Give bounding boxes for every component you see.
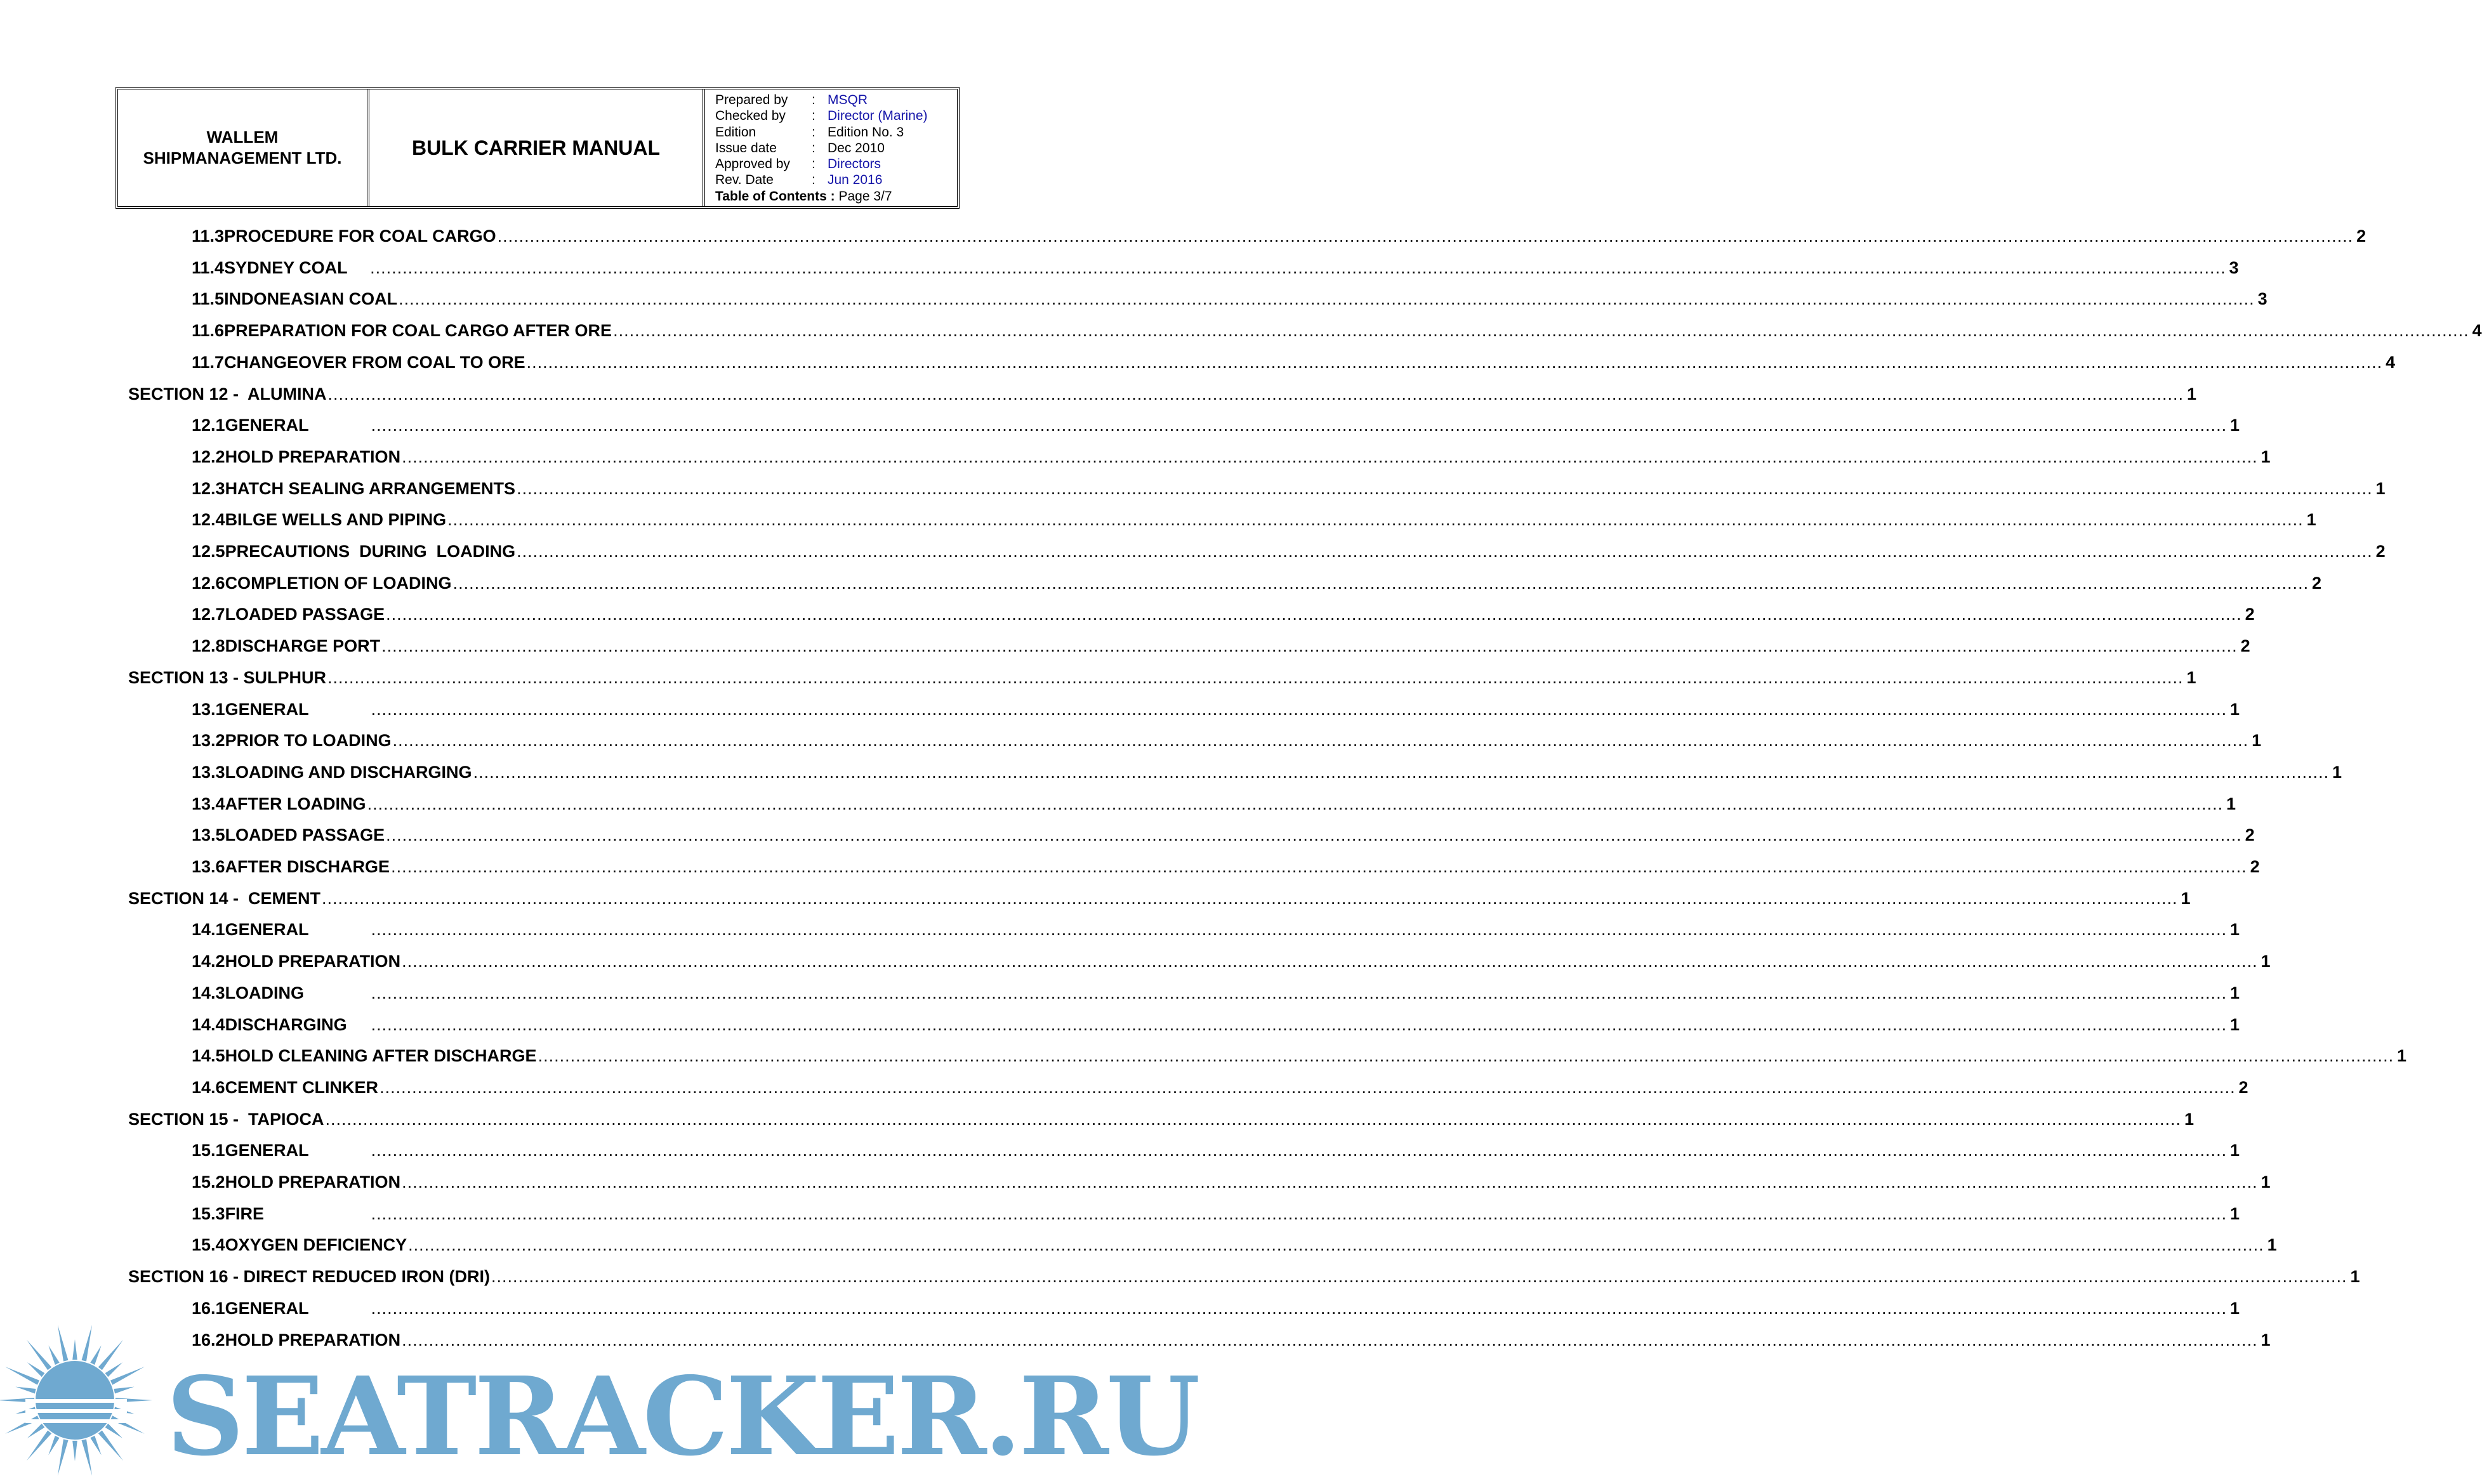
toc-subsection-entry[interactable]: [192, 603, 2255, 624]
toc-page-number: 1: [2261, 1330, 2271, 1349]
toc-dot-leader: [380, 1078, 2236, 1098]
meta-value: Edition No. 3: [828, 124, 904, 140]
toc-dot-leader: [613, 321, 2469, 341]
toc-entry-title: DISCHARGE PORT: [225, 636, 381, 655]
toc-entry-title: OXYGEN DEFICIENCY: [225, 1235, 407, 1254]
meta-value: MSQR: [828, 93, 868, 107]
meta-colon: :: [812, 108, 815, 124]
toc-subsection-entry[interactable]: [192, 508, 2316, 530]
toc-entry-title: SECTION 15 - TAPIOCA: [128, 1110, 324, 1129]
toc-entry-title: CHANGEOVER FROM COAL TO ORE: [224, 353, 525, 372]
meta-label: Prepared by: [715, 93, 788, 107]
toc-entry-number: 16.1: [192, 1299, 225, 1318]
toc-entry-title: GENERAL: [225, 416, 309, 435]
toc-entry-title: HOLD PREPARATION: [225, 447, 401, 466]
sun-ray: [82, 1439, 93, 1476]
toc-entry-title: FIRE: [225, 1204, 265, 1223]
toc-dot-leader: [328, 384, 2184, 404]
toc-page-number: 1: [2397, 1046, 2407, 1065]
toc-entry-title: AFTER LOADING: [225, 794, 366, 813]
toc-page-number: 4: [2386, 353, 2396, 372]
toc-subsection-entry[interactable]: [192, 287, 2267, 309]
toc-entry-number: 12.5: [192, 542, 225, 561]
toc-entry-title: HOLD PREPARATION: [225, 952, 401, 971]
toc-entry-number: 11.4: [192, 258, 225, 277]
toc-dot-leader: [393, 731, 2249, 751]
contents-page-info: [715, 188, 957, 204]
toc-page-number: 1: [2230, 416, 2240, 435]
sun-ray: [15, 1387, 36, 1394]
sun-ray: [72, 1441, 77, 1461]
toc-subsection-entry[interactable]: [192, 1076, 2248, 1098]
toc-subsection-entry[interactable]: [192, 1297, 2240, 1318]
sun-ray: [105, 1362, 123, 1377]
toc-subsection-entry[interactable]: [192, 792, 2236, 814]
toc-page-number: 1: [2226, 794, 2236, 813]
toc-entry-number: 13.2: [192, 731, 225, 750]
toc-page-number: 1: [2184, 1110, 2195, 1129]
toc-dot-leader: [327, 668, 2184, 688]
toc-entry-number: 13.4: [192, 794, 225, 813]
toc-page-number: 1: [2375, 479, 2386, 498]
meta-label: Edition: [715, 124, 756, 140]
toc-page-number: 1: [2261, 952, 2271, 971]
document-header: [116, 87, 960, 209]
toc-entry-title: LOADING AND DISCHARGING: [225, 763, 472, 782]
toc-entry-number: 12.8: [192, 636, 225, 655]
toc-page-number: 1: [2230, 1015, 2240, 1034]
toc-dot-leader: [473, 763, 2330, 782]
toc-dot-leader: [498, 227, 2354, 246]
toc-page-number: 1: [2187, 384, 2197, 404]
toc-page-number: 2: [2375, 542, 2386, 561]
sun-ray: [90, 1436, 101, 1455]
toc-dot-leader: [370, 258, 2226, 278]
toc-page-number: 2: [2356, 227, 2366, 246]
toc-entry-title: HOLD PREPARATION: [225, 1172, 401, 1192]
toc-entry-number: 15.1: [192, 1141, 225, 1160]
toc-entry-number: 14.1: [192, 920, 225, 939]
toc-subsection-entry[interactable]: [192, 445, 2271, 467]
toc-entry-title: COMPLETION OF LOADING: [225, 574, 452, 593]
toc-entry-number: 14.2: [192, 952, 225, 971]
toc-section-entry[interactable]: [128, 666, 2196, 688]
sun-ray: [72, 1339, 77, 1360]
toc-subsection-entry[interactable]: [192, 1171, 2271, 1192]
toc-section-entry[interactable]: [128, 383, 2197, 404]
toc-subsection-entry[interactable]: [192, 225, 2366, 246]
sun-ray: [58, 1439, 69, 1476]
toc-entry-number: 11.5: [192, 289, 225, 308]
toc-entry-number: 13.6: [192, 857, 225, 876]
manual-title: BULK CARRIER MANUAL: [369, 89, 705, 206]
sun-ray: [114, 1387, 134, 1394]
sun-ray: [27, 1424, 45, 1438]
toc-entry-title: BILGE WELLS AND PIPING: [225, 510, 447, 529]
sun-ray: [98, 1431, 123, 1461]
toc-dot-leader: [371, 416, 2228, 435]
toc-subsection-entry[interactable]: [192, 572, 2322, 593]
meta-colon: :: [812, 93, 815, 107]
toc-subsection-entry[interactable]: [192, 319, 2482, 341]
meta-value: Jun 2016: [828, 173, 883, 188]
toc-dot-leader: [517, 479, 2373, 499]
toc-entry-number: 15.4: [192, 1235, 225, 1254]
toc-entry-title: SECTION 16 - DIRECT REDUCED IRON (DRI): [128, 1267, 491, 1286]
toc-dot-leader: [371, 1015, 2228, 1035]
toc-dot-leader: [491, 1267, 2347, 1287]
toc-page-number: 1: [2267, 1235, 2277, 1254]
toc-page-number: 2: [2240, 636, 2250, 655]
toc-dot-leader: [326, 1110, 2182, 1129]
toc-entry-number: 14.3: [192, 983, 225, 1002]
toc-entry-number: 13.5: [192, 825, 225, 844]
toc-entry-number: 15.3: [192, 1204, 225, 1223]
toc-entry-title: PREPARATION FOR COAL CARGO AFTER ORE: [224, 321, 612, 340]
toc-entry-number: 14.4: [192, 1015, 225, 1034]
toc-page-number: 1: [2261, 447, 2271, 466]
sun-ray: [105, 1424, 123, 1438]
toc-entry-number: 13.3: [192, 763, 225, 782]
toc-entry-number: 12.1: [192, 416, 225, 435]
toc-entry-number: 13.1: [192, 700, 225, 719]
toc-dot-leader: [402, 447, 2258, 467]
toc-entry-number: 12.7: [192, 605, 225, 624]
toc-page-number: 3: [2229, 258, 2239, 277]
toc-entry-number: 16.2: [192, 1330, 225, 1349]
meta-value: Dec 2010: [828, 140, 885, 155]
toc-subsection-entry[interactable]: [192, 351, 2396, 372]
toc-page-number: 1: [2252, 731, 2262, 750]
toc-entry-number: 14.6: [192, 1078, 225, 1097]
contents-page: Page 3/7: [838, 188, 892, 204]
meta-row: [715, 124, 957, 140]
toc-dot-leader: [381, 636, 2238, 656]
meta-label: Approved by: [715, 157, 790, 172]
toc-subsection-entry[interactable]: [192, 477, 2386, 499]
toc-subsection-entry[interactable]: [192, 729, 2262, 751]
toc-page-number: 1: [2186, 668, 2196, 687]
toc-entry-title: HOLD CLEANING AFTER DISCHARGE: [225, 1046, 537, 1065]
toc-dot-leader: [386, 605, 2242, 624]
toc-entry-title: AFTER DISCHARGE: [225, 857, 390, 876]
toc-dot-leader: [322, 889, 2178, 909]
toc-dot-leader: [408, 1235, 2264, 1255]
toc-dot-leader: [402, 952, 2258, 971]
toc-page-number: 2: [2312, 574, 2322, 593]
toc-entry-title: SYDNEY COAL: [224, 258, 348, 277]
meta-colon: :: [812, 173, 815, 188]
toc-page-number: 1: [2230, 700, 2240, 719]
sun-ray: [27, 1431, 51, 1461]
toc-subsection-entry[interactable]: [192, 256, 2239, 278]
meta-colon: :: [812, 124, 815, 140]
meta-row: [715, 140, 957, 156]
toc-entry-title: HOLD PREPARATION: [225, 1330, 401, 1349]
sun-ray: [27, 1340, 51, 1370]
toc-entry-number: 15.2: [192, 1172, 225, 1192]
toc-dot-leader: [371, 1204, 2228, 1224]
sun-ray: [110, 1415, 145, 1434]
toc-entry-title: LOADING: [225, 983, 305, 1002]
toc-entry-title: CEMENT CLINKER: [225, 1078, 379, 1097]
toc-entry-title: HATCH SEALING ARRANGEMENTS: [225, 479, 516, 498]
toc-entry-title: DISCHARGING: [225, 1015, 347, 1034]
toc-entry-title: SECTION 14 - CEMENT: [128, 889, 321, 908]
toc-subsection-entry[interactable]: [192, 1233, 2277, 1255]
toc-subsection-entry[interactable]: [192, 414, 2240, 435]
toc-dot-leader: [517, 542, 2373, 561]
toc-page-number: 1: [2230, 983, 2240, 1002]
toc-dot-leader: [399, 289, 2255, 309]
toc-page-number: 1: [2332, 763, 2342, 782]
toc-subsection-entry[interactable]: [192, 1139, 2240, 1160]
toc-section-entry[interactable]: [128, 887, 2191, 909]
toc-subsection-entry[interactable]: [192, 1202, 2240, 1224]
watermark-text: SEATRACKER.RU: [166, 1353, 1198, 1480]
toc-dot-leader: [447, 510, 2304, 530]
sun-ray: [48, 1346, 59, 1365]
meta-colon: :: [812, 157, 815, 172]
toc-dot-leader: [391, 857, 2247, 877]
meta-row: [715, 92, 957, 108]
toc-entry-number: 12.2: [192, 447, 225, 466]
toc-dot-leader: [527, 353, 2383, 372]
sun-ray: [110, 1367, 145, 1385]
sun-ray: [5, 1415, 39, 1434]
toc-entry-title: SECTION 12 - ALUMINA: [128, 384, 327, 404]
toc-dot-leader: [402, 1172, 2258, 1192]
sun-ray: [82, 1325, 93, 1362]
toc-entry-number: 12.3: [192, 479, 225, 498]
toc-subsection-entry[interactable]: [192, 540, 2386, 561]
toc-section-entry[interactable]: [128, 1265, 2360, 1287]
toc-dot-leader: [453, 574, 2309, 593]
toc-entry-title: GENERAL: [225, 920, 309, 939]
toc-subsection-entry[interactable]: [192, 761, 2342, 782]
toc-entry-title: LOADED PASSAGE: [225, 825, 385, 844]
toc-page-number: 1: [2230, 1299, 2240, 1318]
toc-entry-title: PROCEDURE FOR COAL CARGO: [224, 227, 496, 246]
toc-entry-number: 12.6: [192, 574, 225, 593]
toc-subsection-entry[interactable]: [192, 950, 2271, 971]
toc-entry-number: 11.6: [192, 321, 225, 340]
toc-page-number: 1: [2230, 1204, 2240, 1223]
toc-subsection-entry[interactable]: [192, 824, 2255, 845]
meta-colon: :: [812, 140, 815, 155]
meta-label: Issue date: [715, 140, 777, 155]
toc-entry-title: PRIOR TO LOADING: [225, 731, 392, 750]
toc-entry-title: LOADED PASSAGE: [225, 605, 385, 624]
toc-page-number: 1: [2350, 1267, 2360, 1286]
sun-icon: [0, 1320, 165, 1484]
toc-page-number: 2: [2238, 1078, 2248, 1097]
contents-label: Table of Contents :: [715, 188, 835, 204]
toc-page-number: 3: [2257, 289, 2267, 308]
toc-subsection-entry[interactable]: [192, 698, 2240, 719]
toc-subsection-entry[interactable]: [192, 918, 2240, 940]
toc-page-number: 2: [2250, 857, 2260, 876]
toc-page-number: 1: [2181, 889, 2191, 908]
toc-subsection-entry[interactable]: [192, 1044, 2407, 1066]
meta-value: Directors: [828, 157, 881, 172]
toc-page-number: 1: [2261, 1172, 2271, 1192]
meta-row: [715, 156, 957, 172]
sun-ray: [48, 1436, 59, 1455]
toc-subsection-entry[interactable]: [192, 855, 2260, 877]
meta-row: [715, 172, 957, 188]
toc-entry-number: 11.7: [192, 353, 225, 372]
toc-entry-number: 12.4: [192, 510, 225, 529]
sun-ray: [98, 1340, 123, 1370]
sun-ray: [5, 1367, 39, 1385]
toc-dot-leader: [371, 1141, 2228, 1160]
toc-dot-leader: [371, 700, 2228, 719]
company-name-line1: WALLEM: [206, 128, 279, 147]
toc-dot-leader: [367, 794, 2224, 814]
toc-entry-number: 11.3: [192, 227, 225, 246]
toc-entry-title: PRECAUTIONS DURING LOADING: [225, 542, 516, 561]
toc-dot-leader: [386, 825, 2242, 845]
company-name-line2: SHIPMANAGEMENT LTD.: [143, 148, 342, 167]
toc-entry-title: GENERAL: [225, 700, 309, 719]
toc-entry-title: GENERAL: [225, 1299, 309, 1318]
meta-value: Director (Marine): [828, 108, 928, 124]
toc-page-number: 1: [2230, 920, 2240, 939]
toc-entry-title: INDONEASIAN COAL: [224, 289, 398, 308]
meta-label: Checked by: [715, 108, 786, 124]
toc-subsection-entry[interactable]: [192, 982, 2240, 1003]
toc-subsection-entry[interactable]: [192, 634, 2250, 656]
toc-dot-leader: [371, 1299, 2228, 1318]
toc-dot-leader: [538, 1046, 2394, 1066]
toc-page-number: 2: [2245, 605, 2255, 624]
toc-entry-title: GENERAL: [225, 1141, 309, 1160]
toc-page-number: 2: [2245, 825, 2255, 844]
toc-entry-title: SECTION 13 - SULPHUR: [128, 668, 327, 687]
sun-ray: [58, 1325, 69, 1362]
sun-ray: [90, 1346, 101, 1365]
meta-row: [715, 108, 957, 124]
toc-page-number: 1: [2306, 510, 2316, 529]
sun-ray: [27, 1362, 45, 1377]
toc-dot-leader: [371, 920, 2228, 940]
company-name: [118, 89, 369, 206]
toc-page-number: 4: [2472, 321, 2482, 340]
document-control-info: [705, 89, 957, 206]
toc-section-entry[interactable]: [128, 1108, 2195, 1129]
toc-page-number: 1: [2230, 1141, 2240, 1160]
meta-label: Rev. Date: [715, 173, 774, 188]
toc-dot-leader: [371, 983, 2228, 1003]
toc-subsection-entry[interactable]: [192, 1013, 2240, 1035]
toc-entry-number: 14.5: [192, 1046, 225, 1065]
